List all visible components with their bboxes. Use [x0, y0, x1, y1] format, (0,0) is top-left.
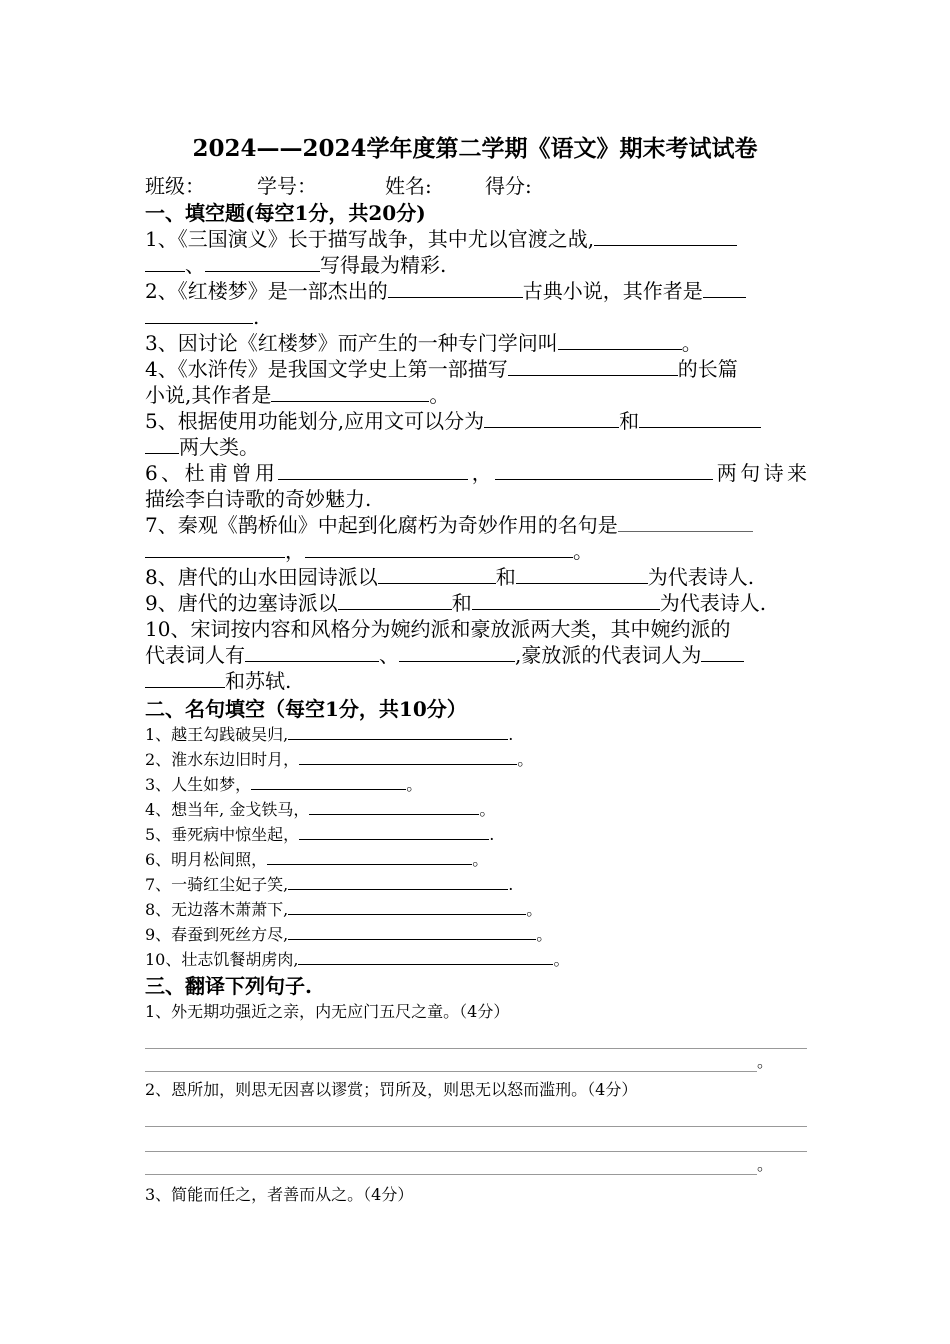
quote-item: 6、明月松间照， 。	[145, 850, 489, 869]
answer-blank[interactable]	[495, 460, 713, 480]
answer-blank[interactable]	[288, 874, 508, 890]
answer-blank[interactable]	[298, 949, 553, 965]
answer-blank[interactable]	[594, 226, 737, 246]
answer-line[interactable]	[145, 1102, 807, 1127]
answer-blank[interactable]	[145, 434, 179, 454]
q2-line-1: 2、《红楼梦》是一部杰出的 古典小说，其作者是	[145, 278, 807, 304]
answer-blank[interactable]	[278, 460, 468, 480]
answer-blank[interactable]	[558, 330, 682, 350]
answer-blank[interactable]	[338, 590, 452, 610]
answer-blank[interactable]	[251, 774, 406, 790]
translate-q2: 2、恩所加，则思无因喜以谬赏；罚所及，则思无以怒而滥刑。（4分）	[145, 1080, 638, 1099]
answer-blank[interactable]	[245, 642, 379, 662]
quote-item: 2、淮水东边旧时月， 。	[145, 750, 534, 769]
answer-blank[interactable]	[399, 642, 515, 662]
exam-title: 2024——2024学年度第二学期《语文》期末考试试卷	[192, 135, 758, 162]
answer-blank[interactable]	[703, 278, 746, 298]
answer-blank[interactable]	[388, 278, 523, 298]
section-1-heading: 一、填空题(每空1分，共20分)	[145, 201, 426, 225]
answer-blank[interactable]	[271, 382, 429, 402]
answer-blank[interactable]	[516, 564, 648, 584]
quote-item: 9、春蚕到死丝方尽, 。	[145, 925, 553, 944]
q4-line-2: 小说,其作者是 。	[145, 383, 450, 407]
quote-item: 5、垂死病中惊坐起， .	[145, 825, 495, 844]
answer-blank[interactable]	[618, 512, 753, 532]
translate-q1: 1、外无期功强近之亲，内无应门五尺之童。（4分）	[145, 1002, 510, 1021]
quote-item: 7、一骑红尘妃子笑, .	[145, 875, 514, 894]
q1-line-1: 1、《三国演义》长于描写战争，其中尤以官渡之战,	[145, 226, 807, 252]
q7-line-2: ， 。	[145, 538, 807, 564]
section-3-heading: 三、翻译下列句子.	[145, 974, 312, 998]
answer-blank[interactable]	[472, 590, 660, 610]
answer-blank[interactable]	[701, 642, 744, 662]
answer-blank[interactable]	[305, 538, 573, 558]
q2-line-2: .	[145, 304, 807, 330]
answer-blank[interactable]	[145, 668, 225, 688]
student-id-label: 学号：	[257, 174, 317, 198]
q5-line-2: 两大类。	[145, 434, 807, 460]
name-label: 姓名:	[385, 174, 432, 198]
answer-blank[interactable]	[378, 564, 496, 584]
answer-line-last[interactable]: 。	[145, 1152, 807, 1176]
answer-blank[interactable]	[309, 799, 479, 815]
answer-line[interactable]	[145, 1024, 807, 1049]
answer-blank[interactable]	[145, 304, 253, 324]
q8-line: 8、唐代的山水田园诗派以 和 为代表诗人.	[145, 565, 755, 589]
q6-line-1: 6、杜甫曾用 ， 两句诗来	[145, 461, 808, 485]
answer-blank[interactable]	[288, 924, 536, 940]
q9-line: 9、唐代的边塞诗派以 和 为代表诗人.	[145, 591, 767, 615]
exam-content	[145, 172, 807, 1207]
answer-blank[interactable]	[484, 408, 619, 428]
answer-blank[interactable]	[267, 849, 472, 865]
q3-line: 3、因讨论《红楼梦》而产生的一种专门学问叫 。	[145, 331, 702, 355]
quote-item: 10、壮志饥餐胡虏肉, 。	[145, 950, 570, 969]
answer-line[interactable]	[145, 1127, 807, 1152]
student-info-row	[145, 172, 807, 200]
q7-line-1: 7、秦观《鹊桥仙》中起到化腐朽为奇妙作用的名句是	[145, 512, 807, 538]
answer-line-last[interactable]: 。	[145, 1049, 807, 1073]
answer-blank[interactable]	[145, 252, 185, 272]
answer-blank[interactable]	[288, 899, 526, 915]
q5-line-1: 5、根据使用功能划分,应用文可以分为 和	[145, 408, 807, 434]
q10-line-1: 10、宋词按内容和风格分为婉约派和豪放派两大类，其中婉约派的	[145, 617, 731, 641]
answer-blank[interactable]	[288, 724, 508, 740]
q1-line-2: 、 写得最为精彩.	[145, 252, 807, 278]
answer-blank[interactable]	[145, 538, 285, 558]
q10-line-3: 和苏轼.	[145, 668, 807, 694]
quote-item: 1、越王勾践破吴归, .	[145, 725, 514, 744]
answer-blank[interactable]	[299, 824, 489, 840]
q4-line-1: 4、《水浒传》是我国文学史上第一部描写 的长篇	[145, 357, 738, 381]
answer-blank[interactable]	[205, 252, 320, 272]
answer-blank[interactable]	[508, 356, 678, 376]
translate-q3: 3、简能而任之，者善而从之。（4分）	[145, 1185, 414, 1204]
class-label: 班级：	[145, 174, 205, 198]
q10-line-2: 代表词人有 、 ,豪放派的代表词人为	[145, 642, 807, 668]
q6-line-2: 描绘李白诗歌的奇妙魅力.	[145, 487, 372, 511]
score-label: 得分:	[485, 174, 532, 198]
answer-blank[interactable]	[639, 408, 761, 428]
answer-blank[interactable]	[299, 749, 517, 765]
quote-item: 4、想当年, 金戈铁马， 。	[145, 800, 496, 819]
quote-item: 3、人生如梦， 。	[145, 775, 423, 794]
quote-list	[145, 722, 807, 972]
quote-item: 8、无边落木萧萧下, 。	[145, 900, 543, 919]
section-2-heading: 二、名句填空（每空1分，共10分）	[145, 697, 467, 721]
